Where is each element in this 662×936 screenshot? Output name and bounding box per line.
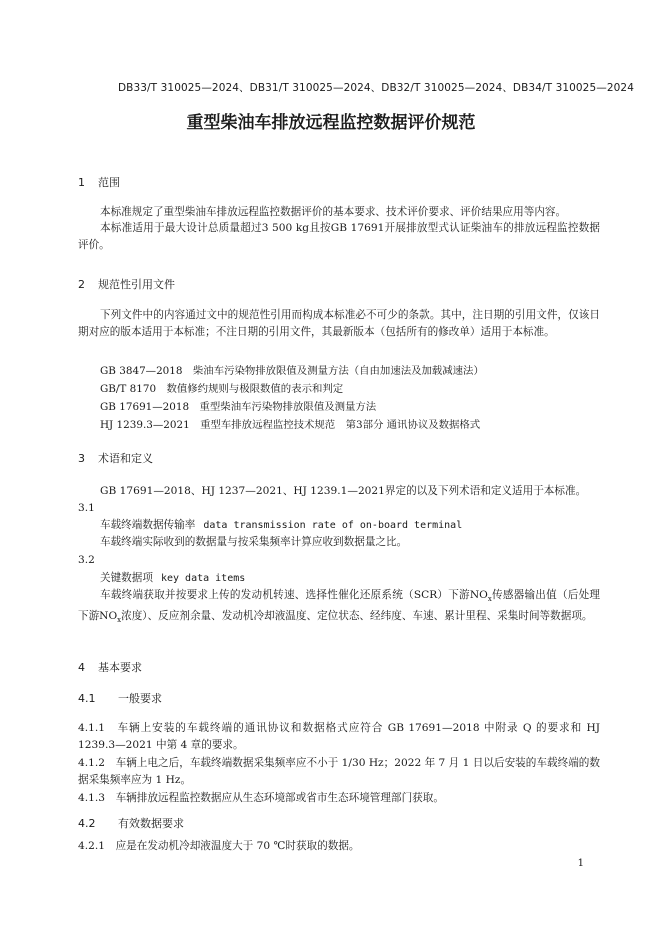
section-1-paragraph-1: 本标准规定了重型柴油车排放远程监控数据评价的基本要求、技术评价要求、评价结果应用等内容。 bbox=[100, 206, 567, 218]
clause-text: 车辆上安装的车载终端的通讯协议和数据格式应符合 GB 17691—2018 中附录 Q 的要求和 HJ 1239.3—2021 中第 4 章的要求。 bbox=[78, 722, 601, 751]
clause-4-1-3 bbox=[78, 790, 600, 807]
section-1-paragraph-2: 本标准适用于最大设计总质量超过3 500 kg且按GB 17691开展排放型式认证柴油车的排放远程监控数据评价。 bbox=[78, 222, 600, 251]
page-number: 1 bbox=[577, 858, 584, 869]
clause-text: 车辆排放远程监控数据应从生态环境部或省市生态环境管理部门获取。 bbox=[115, 792, 444, 804]
subsection-4-1-heading bbox=[78, 690, 162, 706]
subsection-4-2-heading bbox=[78, 815, 184, 831]
clause-4-1-2 bbox=[78, 755, 600, 788]
subsection-title: 有效数据要求 bbox=[118, 817, 184, 830]
section-title: 术语和定义 bbox=[98, 452, 153, 465]
section-4-heading bbox=[78, 659, 142, 675]
term-chinese: 车载终端数据传输率 bbox=[100, 519, 196, 531]
clause-4-2-1 bbox=[78, 838, 600, 855]
term-chinese: 关键数据项 bbox=[100, 572, 153, 584]
section-title: 规范性引用文件 bbox=[98, 278, 175, 291]
subsection-title: 一般要求 bbox=[118, 692, 162, 705]
term-number: 3.1 bbox=[78, 502, 95, 514]
section-3-intro: GB 17691—2018、HJ 1237—2021、HJ 1239.1—2021界定的以及下列术语和定义适用于本标准。 bbox=[100, 485, 587, 497]
clause-text: 应是在发动机冷却液温度大于 70 ℃时获取的数据。 bbox=[115, 840, 360, 852]
section-number: 3 bbox=[78, 452, 85, 465]
term-english: key data items bbox=[160, 573, 246, 584]
term-3-2-definition: 车载终端获取并按要求上传的发动机转速、选择性催化还原系统（SCR）下游$NO_x$传感器输出值（后处理下游$NO_x$浓度）、反应剂余量、发动机冷却液温度、定位状态、经纬度、车速、累计里程、采集时间等数据项。 bbox=[78, 589, 600, 624]
document-title: 重型柴油车排放远程监控数据评价规范 bbox=[186, 113, 476, 133]
section-3-heading bbox=[78, 450, 153, 466]
section-2-heading bbox=[78, 276, 175, 292]
clause-number: 4.1.3 bbox=[78, 792, 105, 804]
reference-item: GB 3847—2018 柴油车污染物排放限值及测量方法（自由加速法及加载减速法） bbox=[100, 365, 484, 377]
clause-number: 4.1.1 bbox=[78, 722, 105, 734]
clause-text: 车辆上电之后，车载终端数据采集频率应不小于 1/30 Hz；2022 年 7 月 1 日以后安装的车载终端的数据采集频率应为 1 Hz。 bbox=[78, 757, 601, 786]
term-number: 3.2 bbox=[78, 554, 95, 566]
section-title: 范围 bbox=[98, 176, 120, 189]
clause-number: 4.1.2 bbox=[78, 757, 105, 769]
subsection-number: 4.1 bbox=[78, 692, 96, 705]
section-title: 基本要求 bbox=[98, 661, 142, 674]
standard-number-header: DB33/T 310025—2024、DB31/T 310025—2024、DB32/T 310025—2024、DB34/T 310025—2024 bbox=[118, 82, 634, 94]
section-number: 1 bbox=[78, 176, 85, 189]
reference-item: HJ 1239.3—2021 重型车排放远程监控技术规范 第3部分 通讯协议及数据格式 bbox=[100, 419, 481, 431]
section-number: 2 bbox=[78, 278, 85, 291]
section-2-paragraph: 下列文件中的内容通过文中的规范性引用而构成本标准必不可少的条款。其中，注日期的引用文件，仅该日期对应的版本适用于本标准；不注日期的引用文件，其最新版本（包括所有的修改单）适用于本标准。 bbox=[78, 309, 600, 338]
clause-4-1-1 bbox=[78, 720, 600, 753]
reference-item: GB/T 8170 数值修约规则与极限数值的表示和判定 bbox=[100, 383, 344, 395]
section-number: 4 bbox=[78, 661, 85, 674]
term-english: data transmission rate of on-board terminal bbox=[203, 520, 463, 531]
clause-number: 4.2.1 bbox=[78, 840, 105, 852]
section-1-heading bbox=[78, 174, 120, 190]
term-3-1-definition: 车载终端实际收到的数据量与按采集频率计算应收到数据量之比。 bbox=[100, 536, 408, 548]
subsection-number: 4.2 bbox=[78, 817, 96, 830]
term-3-1 bbox=[100, 517, 462, 532]
term-3-2 bbox=[100, 570, 245, 585]
reference-item: GB 17691—2018 重型柴油车污染物排放限值及测量方法 bbox=[100, 401, 377, 413]
